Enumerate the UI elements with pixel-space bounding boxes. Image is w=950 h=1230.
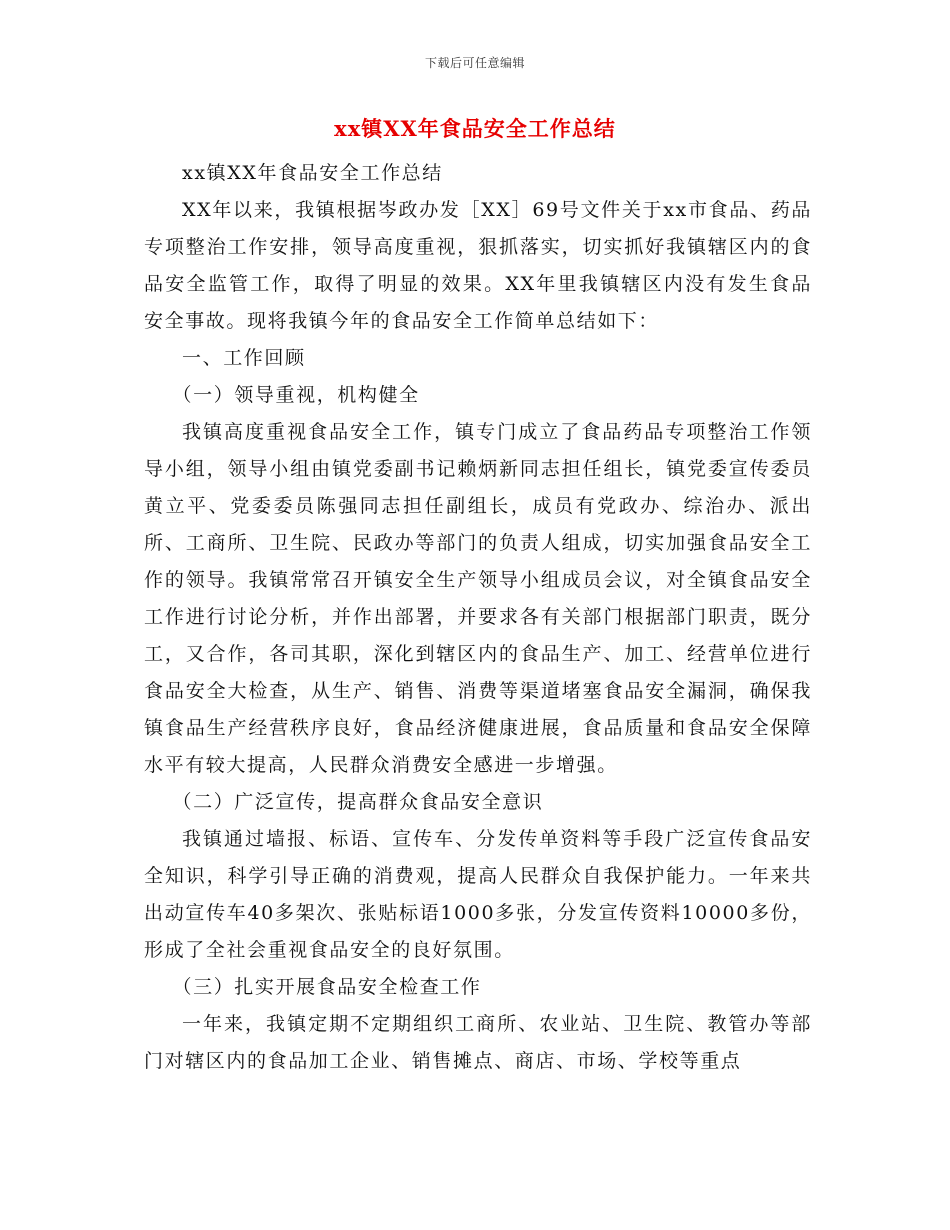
section-heading: 一、工作回顾 [182, 347, 306, 369]
document-body [144, 155, 812, 1080]
document-title: xx镇XX年食品安全工作总结 [334, 116, 616, 141]
body-paragraph: 我镇高度重视食品安全工作，镇专门成立了食品药品专项整治工作领导小组，领导小组由镇党委副书记赖炳新同志担任组长，镇党委宣传委员黄立平、党委委员陈强同志担任副组长，成员有党政办、综治办、派出所、工商所、卫生院、民政办等部门的负责人组成，切实加强食品安全工作的领导。我镇常常召开镇安全生产领导小组成员会议，对全镇食品安全工作进行讨论分析，并作出部署，并要求各有关部门根据部门职责，既分工，又合作，各司其职，深化到辖区内的食品生产、加工、经营单位进行食品安全大检查，从生产、销售、消费等渠道堵塞食品安全漏洞，确保我镇食品生产经营秩序良好，食品经济健康进展，食品质量和食品安全保障水平有较大提高，人民群众消费安全感进一步增强。 [144, 421, 812, 776]
intro-paragraph: XX年以来，我镇根据岑政办发［XX］69号文件关于xx市食品、药品专项整治工作安排，领导高度重视，狠抓落实，切实抓好我镇辖区内的食品安全监管工作，取得了明显的效果。XX年里我镇辖区内没有发生食品安全事故。现将我镇今年的食品安全工作简单总结如下： [144, 199, 812, 332]
subtitle-paragraph: xx镇XX年食品安全工作总结 [182, 162, 443, 184]
subsection-heading: （三）扎实开展食品安全检查工作 [172, 976, 482, 998]
subsection-heading: （一）领导重视，机构健全 [172, 384, 420, 406]
subsection-heading: （二）广泛宣传，提高群众食品安全意识 [172, 791, 544, 813]
body-paragraph: 一年来，我镇定期不定期组织工商所、农业站、卫生院、教管办等部门对辖区内的食品加工企业、销售摊点、商店、市场、学校等重点 [144, 1013, 812, 1072]
body-paragraph: 我镇通过墙报、标语、宣传车、分发传单资料等手段广泛宣传食品安全知识，科学引导正确的消费观，提高人民群众自我保护能力。一年来共出动宣传车40多架次、张贴标语1000多张，分发宣传资料10000多份，形成了全社会重视食品安全的良好氛围。 [144, 828, 812, 961]
page-header-note: 下载后可任意编辑 [424, 56, 525, 70]
